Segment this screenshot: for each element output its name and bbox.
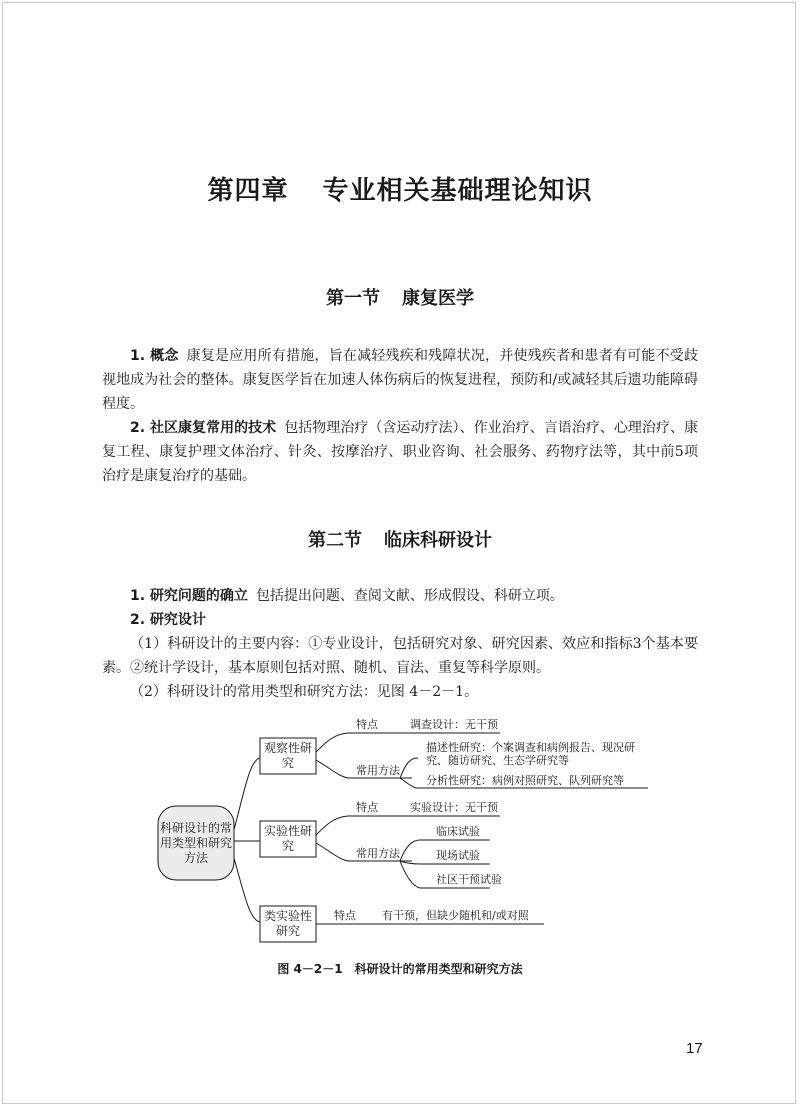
branch-quasi xyxy=(234,858,260,922)
figure-caption-label: 图 4－2－1 xyxy=(277,962,343,976)
observational-label: 观察性研究 xyxy=(263,741,312,770)
paragraph-text: 包括提出问题、查阅文献、形成假设、科研立项。 xyxy=(255,588,564,604)
quasi-feature-value: 有干预，但缺少随机和/或对照 xyxy=(382,909,529,922)
obs-methods-key: 常用方法 xyxy=(356,764,400,777)
figure-caption-text: 科研设计的常用类型和研究方法 xyxy=(354,962,523,976)
paragraph-research-design xyxy=(102,608,698,632)
obs-methods-upper xyxy=(400,758,418,778)
paragraph-concept xyxy=(102,344,698,416)
figure-caption xyxy=(0,960,800,977)
section-2-label: 第二节 xyxy=(308,530,362,551)
section-1-title xyxy=(0,284,800,310)
paragraph-design-types xyxy=(102,680,698,704)
root-label: 科研设计的常用类型和研究方法 xyxy=(159,820,232,865)
paragraph-techniques xyxy=(102,416,698,488)
exp-method-field: 现场试验 xyxy=(436,849,480,862)
chapter-name: 专业相关基础理论知识 xyxy=(322,176,593,206)
exp-method-clinical: 临床试验 xyxy=(436,825,480,838)
section-2-name: 临床科研设计 xyxy=(384,530,492,551)
experimental-label: 实验性研究 xyxy=(263,824,312,853)
paragraph-text: 康复是应用所有措施，旨在减轻残疾和残障状况，并使残疾者和患者有可能不受歧视地成为社会的整体。康复医学旨在加速人体伤病后的恢复进程，预防和/或减轻其后遗功能障碍程度。 xyxy=(102,348,699,412)
paragraph-research-question xyxy=(102,584,698,608)
section-1-label: 第一节 xyxy=(326,288,380,309)
chapter-label: 第四章 xyxy=(207,176,289,206)
exp-methods-key: 常用方法 xyxy=(356,847,400,860)
branch-observational xyxy=(234,758,260,830)
paragraph-heading: 2. 研究设计 xyxy=(130,612,206,628)
chapter-title xyxy=(0,170,800,207)
paragraph-heading: 1. 概念 xyxy=(130,348,179,364)
obs-feature-key: 特点 xyxy=(356,718,378,731)
paragraph-heading: 1. 研究问题的确立 xyxy=(130,588,248,604)
section-2-title xyxy=(0,526,800,552)
obs-method-descriptive: 描述性研究：个案调查和病例报告、现况研究、随访研究、生态学研究等 xyxy=(426,741,635,767)
paragraph-heading: 2. 社区康复常用的技术 xyxy=(130,420,277,436)
quasi-label: 类实验性研究 xyxy=(263,909,312,938)
paragraph-design-content xyxy=(102,632,698,680)
exp-method-community: 社区干预试验 xyxy=(436,873,502,886)
mind-map-diagram xyxy=(150,708,650,948)
section-1-name: 康复医学 xyxy=(402,288,474,309)
obs-method-analytic: 分析性研究：病例对照研究、队列研究等 xyxy=(426,774,624,787)
page-number: 17 xyxy=(686,1040,703,1057)
paragraph-text: （2）科研设计的常用类型和研究方法：见图 4－2－1。 xyxy=(130,684,479,700)
exp-feature-key: 特点 xyxy=(356,801,378,814)
paragraph-text: 包括物理治疗（含运动疗法）、作业治疗、言语治疗、心理治疗、康复工程、康复护理文体治疗、针灸、按摩治疗、职业咨询、社会服务、药物疗法等，其中前5项治疗是康复治疗的基础。 xyxy=(102,420,699,484)
obs-feature-value: 调查设计：无干预 xyxy=(410,718,498,731)
exp-feature-value: 实验设计：无干预 xyxy=(410,801,498,814)
paragraph-text: （1）科研设计的主要内容：①专业设计，包括研究对象、研究因素、效应和指标3个基本要素。②统计学设计，基本原则包括对照、随机、盲法、重复等科学原则。 xyxy=(102,636,698,676)
quasi-feature-key: 特点 xyxy=(334,909,356,922)
